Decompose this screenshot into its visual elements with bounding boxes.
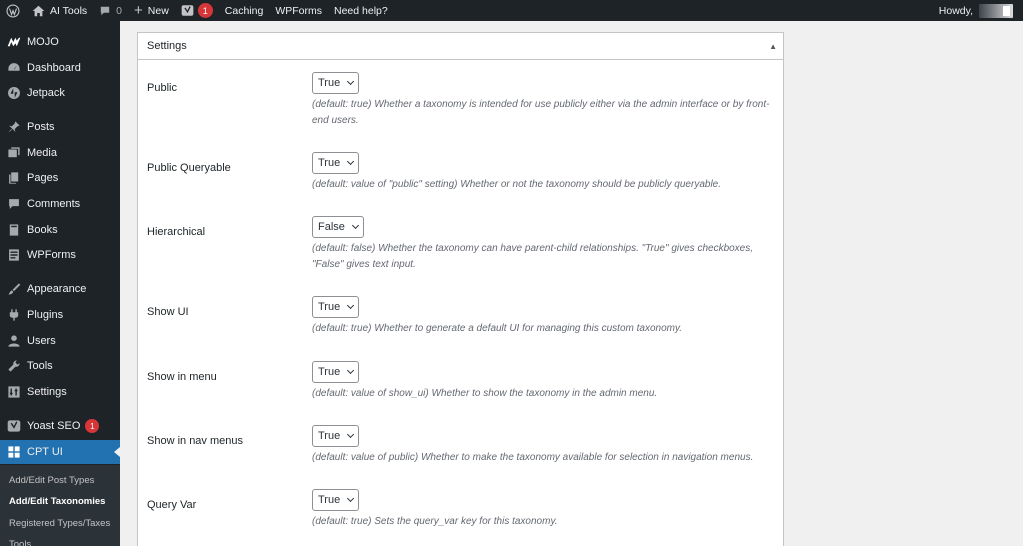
wrench-icon xyxy=(7,359,21,373)
submenu-item-tools[interactable]: Tools xyxy=(9,539,32,546)
site-name-link[interactable] xyxy=(26,0,93,21)
public-select[interactable] xyxy=(312,72,359,94)
mojo-icon xyxy=(7,35,21,49)
select-value: True xyxy=(318,494,341,506)
setting-label: Show in nav menus xyxy=(147,435,243,447)
sidebar-item-label: Comments xyxy=(27,198,81,210)
cpt-ui-submenu xyxy=(0,465,120,546)
caching-link[interactable]: Caching xyxy=(224,4,264,17)
site-name-label: AI Tools xyxy=(50,4,88,17)
select-value: True xyxy=(318,430,341,442)
sidebar-item-label: Books xyxy=(27,224,58,236)
comment-icon xyxy=(99,5,111,17)
setting-description: (default: false) Whether the taxonomy can have parent-child relationships. "True" gives checkboxes, "False" gives text input. xyxy=(312,243,754,270)
comments-count: 0 xyxy=(116,4,123,17)
brush-icon xyxy=(7,282,21,296)
select-value: True xyxy=(318,157,341,169)
sidebar-item-label: Appearance xyxy=(27,283,87,295)
select-value: False xyxy=(318,221,345,233)
sidebar-item-jetpack[interactable] xyxy=(0,81,120,105)
collapse-arrow-icon[interactable]: ▲ xyxy=(769,41,777,51)
setting-label: Show in menu xyxy=(147,371,217,383)
setting-label: Public Queryable xyxy=(147,162,231,174)
setting-description: (default: true) Whether to generate a default UI for managing this custom taxonomy. xyxy=(312,323,683,334)
sidebar-item-label: Posts xyxy=(27,121,55,133)
setting-description: (default: true) Whether a taxonomy is intended for use publicly either via the admin interface or by front-end users. xyxy=(312,99,770,126)
yoast-icon xyxy=(181,4,194,17)
sidebar-item-comments[interactable] xyxy=(0,192,120,216)
sidebar-item-label: WPForms xyxy=(27,249,76,261)
sidebar-item-wpforms[interactable] xyxy=(0,243,120,267)
setting-description: (default: value of public) Whether to make the taxonomy available for selection in navigation menus. xyxy=(312,452,754,463)
sidebar-item-label: Yoast SEO xyxy=(27,420,81,432)
wordpress-logo-icon[interactable] xyxy=(0,0,26,21)
home-icon xyxy=(32,5,45,17)
setting-description: (default: value of "public" setting) Whether or not the taxonomy should be publicly queryable. xyxy=(312,179,721,190)
chevron-down-icon xyxy=(347,431,354,438)
select-value: True xyxy=(318,77,341,89)
show-ui-select[interactable] xyxy=(312,296,359,318)
admin-bar xyxy=(0,0,1023,21)
media-icon xyxy=(7,146,21,160)
sidebar-item-books[interactable] xyxy=(0,218,120,242)
sidebar-item-label: CPT UI xyxy=(27,446,63,458)
sidebar-item-media[interactable] xyxy=(0,141,120,165)
sidebar-item-dashboard[interactable] xyxy=(0,56,120,80)
yoast-adminbar-link[interactable] xyxy=(175,0,219,21)
sidebar-item-mojo[interactable] xyxy=(0,30,120,54)
show-in-nav-menus-select[interactable] xyxy=(312,425,359,447)
sidebar-item-label: Jetpack xyxy=(27,87,65,99)
sidebar-item-label: Pages xyxy=(27,172,59,184)
setting-label: Hierarchical xyxy=(147,226,206,238)
sidebar-item-appearance[interactable] xyxy=(0,277,120,301)
sidebar-item-label: MOJO xyxy=(27,36,59,48)
forms-icon xyxy=(7,248,21,262)
book-icon xyxy=(7,223,21,237)
new-content-link[interactable] xyxy=(128,0,175,21)
settings-panel-header[interactable] xyxy=(138,33,783,60)
chevron-down-icon xyxy=(347,78,354,85)
need-help-link[interactable]: Need help? xyxy=(334,4,388,17)
settings-panel-title: Settings xyxy=(147,40,187,52)
sidebar-item-settings[interactable] xyxy=(0,380,120,404)
settings-panel xyxy=(137,32,784,546)
dashboard-icon xyxy=(7,61,21,75)
yoast-icon xyxy=(7,419,21,433)
admin-sidebar xyxy=(0,21,120,546)
select-value: True xyxy=(318,366,341,378)
sidebar-item-label: Media xyxy=(27,147,57,159)
sidebar-item-yoast-seo[interactable] xyxy=(0,414,120,438)
yoast-notification-badge: 1 xyxy=(198,3,213,18)
sidebar-item-cpt-ui[interactable] xyxy=(0,440,120,464)
plus-icon: + xyxy=(134,2,143,19)
sidebar-item-pages[interactable] xyxy=(0,166,120,190)
user-icon xyxy=(7,334,21,348)
sidebar-item-label: Tools xyxy=(27,360,53,372)
submenu-item-add-edit-taxonomies[interactable]: Add/Edit Taxonomies xyxy=(9,496,106,507)
avatar xyxy=(979,4,1013,18)
setting-label: Show UI xyxy=(147,306,189,318)
jetpack-icon xyxy=(7,86,21,100)
chevron-down-icon xyxy=(347,302,354,309)
setting-label: Public xyxy=(147,82,177,94)
hierarchical-select[interactable] xyxy=(312,216,364,238)
sidebar-item-users[interactable] xyxy=(0,329,120,353)
submenu-item-registered-types-taxes[interactable]: Registered Types/Taxes xyxy=(9,518,111,529)
setting-description: (default: value of show_ui) Whether to show the taxonomy in the admin menu. xyxy=(312,388,658,399)
wpforms-link[interactable]: WPForms xyxy=(275,4,322,17)
comment-icon xyxy=(7,197,21,211)
new-label: New xyxy=(147,4,169,17)
sidebar-item-label: Dashboard xyxy=(27,62,81,74)
pin-icon xyxy=(7,120,21,134)
my-account-link[interactable] xyxy=(939,0,1013,21)
chevron-down-icon xyxy=(347,495,354,502)
sidebar-item-tools[interactable] xyxy=(0,354,120,378)
setting-description: (default: true) Sets the query_var key for this taxonomy. xyxy=(312,516,558,527)
sidebar-item-plugins[interactable] xyxy=(0,303,120,327)
sidebar-item-label: Settings xyxy=(27,386,67,398)
show-in-menu-select[interactable] xyxy=(312,361,359,383)
comments-link[interactable] xyxy=(93,0,128,21)
settings-icon xyxy=(7,385,21,399)
plugin-icon xyxy=(7,308,21,322)
query-var-select[interactable] xyxy=(312,489,359,511)
public-queryable-select[interactable] xyxy=(312,152,359,174)
chevron-down-icon xyxy=(347,158,354,165)
sidebar-item-label: Users xyxy=(27,335,56,347)
pages-icon xyxy=(7,171,21,185)
chevron-down-icon xyxy=(352,222,359,229)
chevron-down-icon xyxy=(347,367,354,374)
cptui-icon xyxy=(7,445,21,459)
select-value: True xyxy=(318,301,341,313)
yoast-notification-badge: 1 xyxy=(85,419,99,433)
sidebar-item-posts[interactable] xyxy=(0,115,120,139)
sidebar-item-label: Plugins xyxy=(27,309,64,321)
submenu-item-add-edit-post-types[interactable]: Add/Edit Post Types xyxy=(9,475,95,486)
howdy-label: Howdy, xyxy=(938,4,973,17)
setting-label: Query Var xyxy=(147,499,197,511)
